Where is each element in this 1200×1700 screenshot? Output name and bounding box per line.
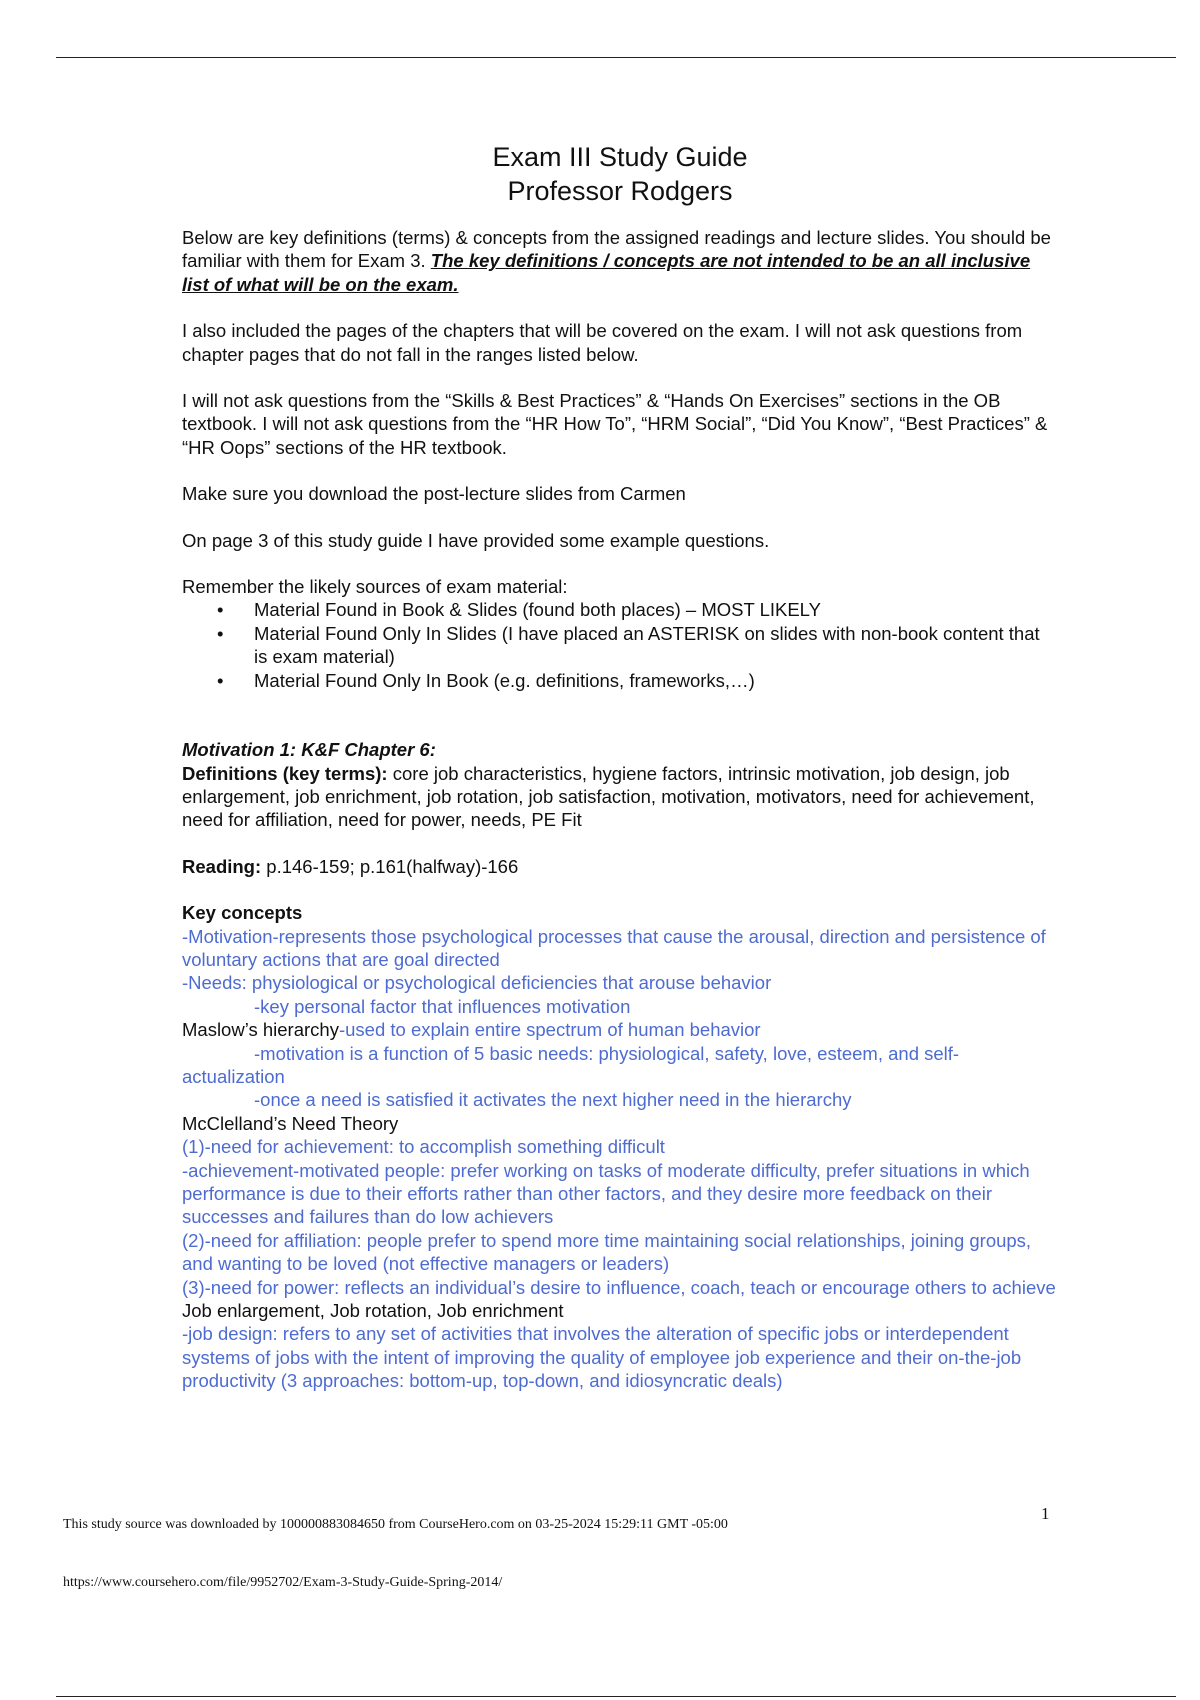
list-item: • Material Found Only In Book (e.g. definitions, frameworks,…) [217, 669, 755, 691]
bullet-icon: • [217, 599, 224, 621]
intro-paragraph [182, 226, 1058, 296]
document-body [182, 140, 1058, 1393]
sources-heading: Remember the likely sources of exam material: [182, 576, 568, 598]
title-line-1: Exam III Study Guide [492, 142, 748, 172]
title-line-2: Professor Rodgers [507, 176, 733, 206]
footer-url: https://www.coursehero.com/file/9952702/Exam-3-Study-Guide-Spring-2014/ [63, 1575, 503, 1590]
concept-need-power: (3)-need for power: reflects an individual’s desire to influence, coach, teach or encourage others to achieve [182, 1276, 1056, 1298]
page-number: 1 [1041, 1504, 1050, 1523]
top-rule [56, 57, 1176, 58]
sections-paragraph: I will not ask questions from the “Skills & Best Practices” & “Hands On Exercises” sections in the OB textbook. I will not ask questions from the “HR How To”, “HRM Social”, “Did You Know”, “Best Practices” & “HR Oops” sections of the HR textbook. [182, 390, 1048, 458]
concept-need-affiliation: (2)-need for affiliation: people prefer to spend more time maintaining social relationships, joining groups, and wanting to be loved (not effective managers or leaders) [182, 1229, 1032, 1275]
concept-mcclelland: McClelland’s Need Theory [182, 1112, 399, 1134]
footer-source-notice: This study source was downloaded by 100000883084650 from CourseHero.com on 03-25-2024 15:29:11 GMT -05:00 [63, 1517, 728, 1532]
list-item: • Material Found in Book & Slides (found both places) – MOST LIKELY [217, 599, 821, 621]
reading-label: Reading: [182, 855, 262, 877]
bullet-icon: • [217, 669, 224, 691]
section-heading: Motivation 1: K&F Chapter 6: [182, 739, 436, 761]
intro-text: Below are key definitions (terms) & concepts from the assigned readings and lecture slides. You should be familiar with them for Exam 3. [182, 227, 1051, 272]
concept-maslow-sub2: -once a need is satisfied it activates the next higher need in the hierarchy [254, 1089, 852, 1111]
sources-list [182, 598, 1058, 692]
examples-paragraph: On page 3 of this study guide I have provided some example questions. [182, 529, 770, 551]
maslow-text: -used to explain entire spectrum of human behavior [338, 1019, 761, 1041]
slides-paragraph: Make sure you download the post-lecture slides from Carmen [182, 483, 686, 505]
maslow-label: Maslow’s hierarchy [182, 1019, 339, 1041]
concept-achievement-people: -achievement-motivated people: prefer working on tasks of moderate difficulty, prefer situations in which performance is due to their efforts rather than other factors, and they desire more feedback on their successes and failures than do low achievers [182, 1159, 1030, 1228]
bottom-rule [56, 1696, 1176, 1697]
document-title [182, 140, 1058, 208]
concept-needs-sub: -key personal factor that influences motivation [254, 995, 631, 1017]
definitions [182, 762, 1058, 832]
concept-needs: -Needs: physiological or psychological deficiencies that arouse behavior [182, 972, 772, 994]
concept-job-label: Job enlargement, Job rotation, Job enrichment [182, 1300, 564, 1322]
reading [182, 855, 1058, 878]
concept-need-achievement: (1)-need for achievement: to accomplish something difficult [182, 1136, 665, 1158]
concept-job-design: -job design: refers to any set of activities that involves the alteration of specific jobs or interdependent systems of jobs with the intent of improving the quality of employee job experience and their on-the-job productivity (3 approaches: bottom-up, top-down, and idiosyncratic deals) [182, 1323, 1022, 1392]
definitions-label: Definitions (key terms): [182, 762, 388, 784]
bullet-icon: • [217, 622, 224, 644]
definitions-text: core job characteristics, hygiene factors, intrinsic motivation, job design, job enlargement, job enrichment, job rotation, job satisfaction, motivation, motivators, need for achievement, need for affiliation, need for power, needs, PE Fit [182, 762, 1035, 831]
intro-emphasis: The key definitions / concepts are not intended to be an all inclusive list of what will be on the exam. [182, 250, 1031, 295]
reading-text: p.146-159; p.161(halfway)-166 [261, 855, 519, 877]
concept-maslow-sub1: -motivation is a function of 5 basic needs: physiological, safety, love, esteem, and self-actualization [182, 1042, 960, 1087]
concept-maslow [182, 1018, 1058, 1041]
concept-motivation: -Motivation-represents those psychological processes that cause the arousal, direction and persistence of voluntary actions that are goal directed [182, 925, 1046, 970]
pages-paragraph: I also included the pages of the chapters that will be covered on the exam. I will not ask questions from chapter pages that do not fall in the ranges listed below. [182, 320, 1023, 365]
list-item: • Material Found Only In Slides (I have placed an ASTERISK on slides with non-book content that is exam material) [217, 622, 1040, 668]
key-concepts-heading: Key concepts [182, 902, 303, 924]
